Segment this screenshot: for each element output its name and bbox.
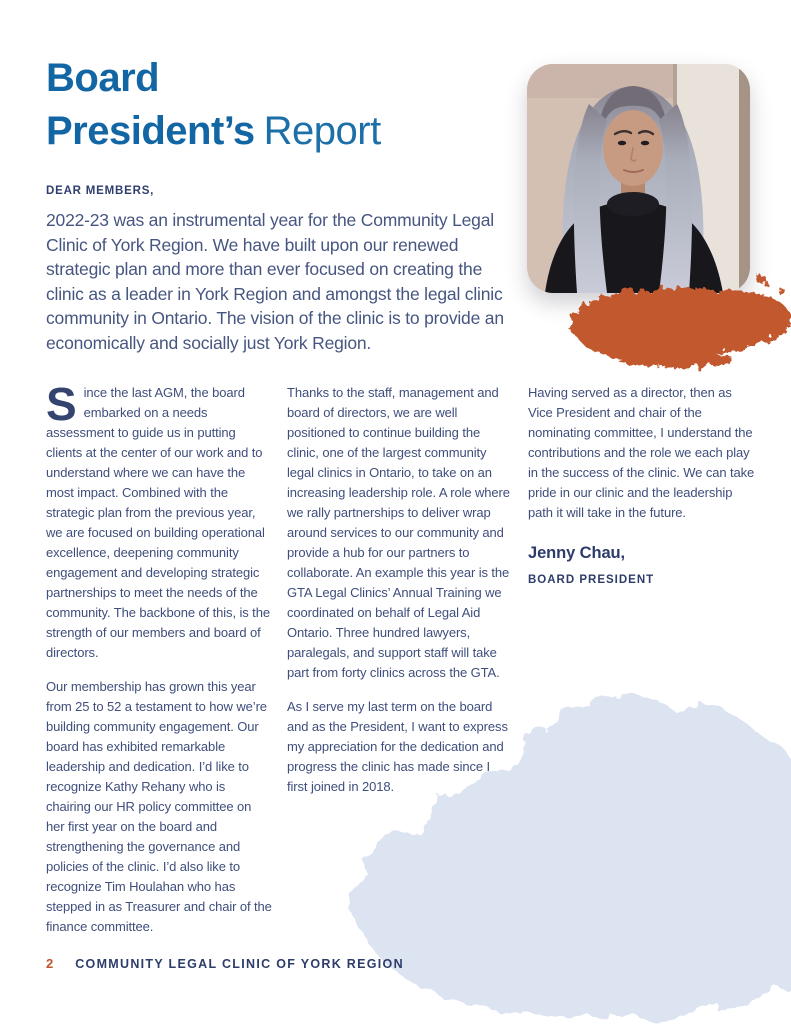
intro-paragraph: 2022-23 was an instrumental year for the Community Legal Clinic of York Region. We have built upon our renewed strategic plan and more than ever focused on creating the clinic as a leader in York Region and amongst the legal clinic community in Ontario. The vision of the clinic is to provide an economically and socially just York Region. (46, 210, 504, 353)
column2-paragraph-1: Thanks to the staff, management and board of directors, we are well positioned to continue building the clinic, one of the largest community legal clinics in Ontario, to take on an increasing leadership role. A role where we rally partnerships to deliver wrap around services to our community and provide a hub for our partners to collaborate. An example this year is the GTA Legal Clinics’ Annual Training we coordinated on behalf of Legal Aid Ontario. Three hundred lawyers, paralegals, and support staff will take part from forty clinics across the GTA. (287, 385, 510, 680)
body-column-1 (46, 378, 272, 937)
page-title (46, 52, 381, 158)
page-title-line2 (46, 105, 381, 158)
column3-paragraph-1: Having served as a director, then as Vice President and chair of the nominating committee, I understand the contributions and the role we each play in the success of the clinic. We can take pride in our clinic and the leadership path it will take in the future. (528, 385, 755, 520)
page-footer (46, 956, 404, 971)
footer-label: COMMUNITY LEGAL CLINIC OF YORK REGION (75, 957, 404, 971)
page-number: 2 (46, 956, 54, 971)
salutation: DEAR MEMBERS, (46, 185, 155, 197)
page-title-line1: Board (46, 56, 160, 100)
page-title-line2-light: Report (263, 109, 381, 153)
orange-paint-splash (556, 270, 791, 374)
body-column-2 (287, 383, 513, 797)
page-title-line2-bold: President’s (46, 109, 255, 153)
signature-title: BOARD PRESIDENT (528, 574, 655, 586)
column1-paragraph-1 (46, 378, 272, 663)
board-president-photo (527, 64, 750, 293)
column2-paragraph-2: As I serve my last term on the board and as the President, I want to express my appreciation for the dedication and progress the clinic has made since I first joined in 2018. (287, 699, 508, 794)
signature-name: Jenny Chau, (528, 544, 626, 562)
column1-paragraph-1-text: ince the last AGM, the board embarked on a needs assessment to guide us in putting clients at the center of our work and to understand where we can have the most impact. Combined with the strategic plan from the previous year, we are focused on building operational excellence, deepening community engagement and developing strategic partnerships to meet the needs of the community. The backbone of this, is the strength of our members and board of directors. (46, 385, 270, 660)
column1-paragraph-2: Our membership has grown this year from 25 to 52 a testament to how we’re building community engagement. Our board has exhibited remarkable leadership and dedication. I’d like to recognize Kathy Rehany who is chairing our HR policy committee on her first year on the board and strengthening the governance and policies of the clinic. I’d also like to recognize Tim Houlahan who has stepped in as Treasurer and chair of the finance committee. (46, 679, 272, 934)
body-column-3 (528, 383, 756, 590)
drop-cap: S (46, 378, 77, 430)
